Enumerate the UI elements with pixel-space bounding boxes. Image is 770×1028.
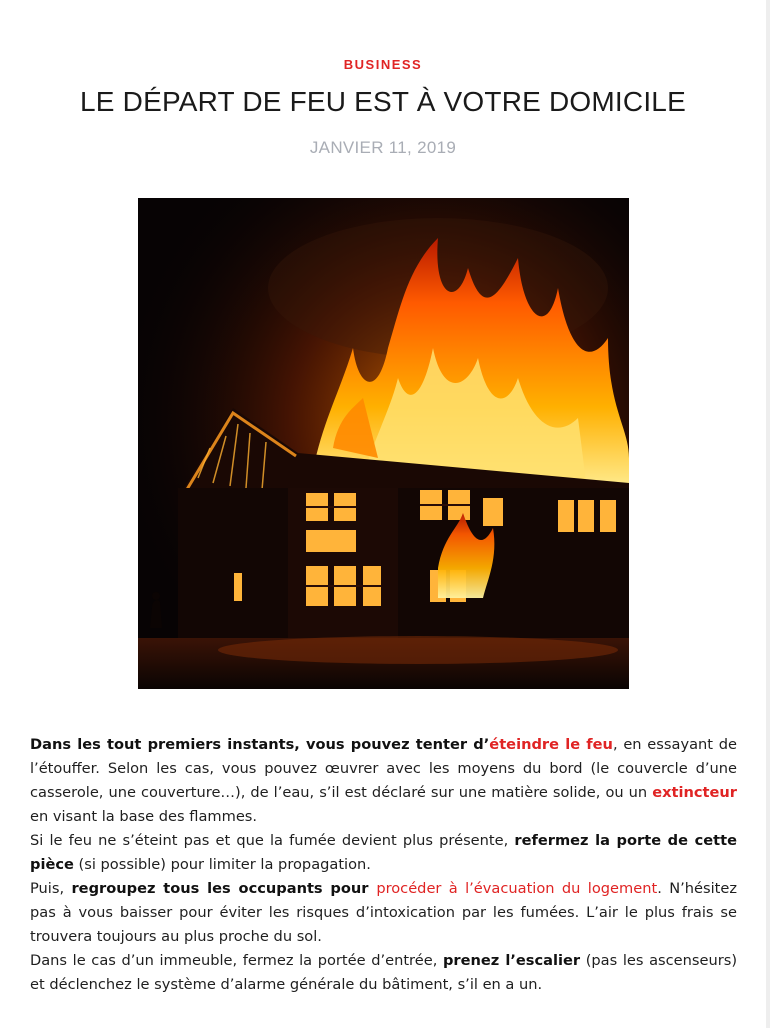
bold-text: prenez l’escalier (442, 952, 581, 969)
link-extincteur[interactable]: extincteur (652, 784, 737, 801)
bold-text: refermez la porte de cette pièce (30, 832, 738, 873)
paragraph-4 (30, 949, 737, 997)
body-text: . N’hésitez pas à vous baisser pour éviter les risques d’intoxication par les fumées. L’air le plus frais se trouvera toujours au plus proche du sol. (30, 880, 737, 945)
scrollbar-track[interactable] (766, 0, 770, 1028)
category-link[interactable]: BUSINESS (343, 57, 423, 72)
paragraph-3 (30, 877, 737, 949)
house-fire-illustration (138, 198, 629, 689)
body-text: , en essayant de l’étouffer. Selon les cas, vous pouvez œuvrer avec les moyens du bord (le couvercle d’une casserole, une couverture…), de l’eau, s’il est déclaré sur une matière solide, ou un (30, 736, 737, 801)
hero-image (138, 198, 629, 689)
body-text: (si possible) pour limiter la propagation. (73, 856, 371, 873)
bold-text: Dans les tout premiers instants, vous pouvez tenter d’ (30, 736, 490, 753)
body-text: Si le feu ne s’éteint pas et que la fumée devient plus présente, (30, 832, 515, 849)
paragraph-2 (30, 829, 737, 877)
link-evacuation-logement[interactable]: procéder à l’évacuation du logement (376, 880, 658, 897)
article-body (30, 733, 737, 997)
body-text: (pas les ascenseurs) et déclenchez le système d’alarme générale du bâtiment, s’il en a un. (30, 952, 738, 993)
link-eteindre-le-feu[interactable]: éteindre le feu (489, 736, 613, 753)
body-text: en visant la base des flammes. (30, 808, 258, 825)
body-text: Dans le cas d’un immeuble, fermez la portée d’entrée, (30, 952, 443, 969)
paragraph-1 (30, 733, 737, 829)
bold-text: regroupez tous les occupants pour (71, 880, 377, 897)
article-date: JANVIER 11, 2019 (309, 138, 457, 157)
article-title: LE DÉPART DE FEU EST À VOTRE DOMICILE (80, 86, 686, 117)
body-text: Puis, (30, 880, 72, 897)
